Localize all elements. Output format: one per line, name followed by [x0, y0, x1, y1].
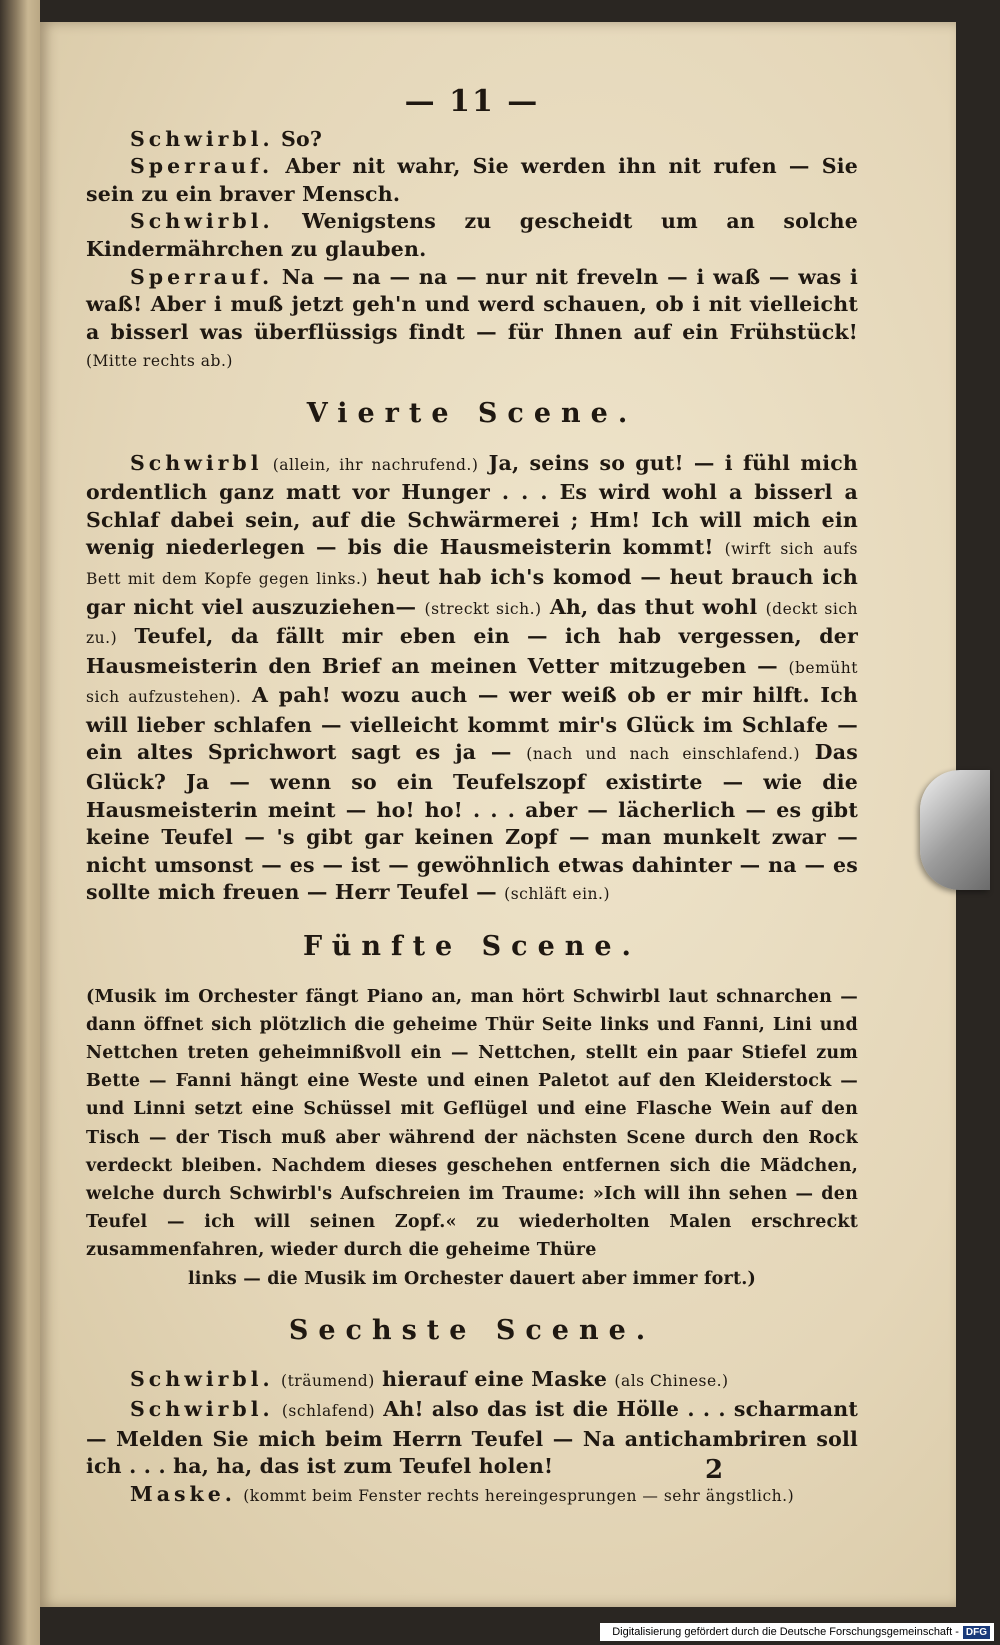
left-page-edge — [0, 0, 40, 1645]
scene-6-line-1: Schwirbl. (träumend) hierauf eine Maske (als Chinese.) — [130, 1367, 729, 1392]
line-1: Schwirbl. So? — [130, 126, 323, 151]
footer-text: Digitalisierung gefördert durch die Deutsche Forschungsgemeinschaft - — [612, 1626, 959, 1638]
page-clip — [920, 770, 990, 890]
footer-credit — [600, 1623, 994, 1641]
scene-6-line-3: Maske. (kommt beim Fenster rechts hereingesprungen — sehr ängstlich.) — [130, 1481, 795, 1506]
scene-5-direction — [86, 983, 858, 1293]
signature-mark: 2 — [705, 1455, 724, 1485]
scene-4-text: Schwirbl (allein, ihr nachrufend.) Ja, seins so gut! — i fühl mich ordentlich ganz matt vor Hunger . . . Es wird wohl a bisserl a Schlaf dabei sein, auf die Schwärmerei ; Hm! Ich will mich ein wenig niederlegen — bis die Hausmeisterin kommt! (wirft sich aufs Bett mit dem Kopfe gegen links.) heut hab ich's komod — heut brauch ich gar nicht viel auszuziehen— (streckt sich.) Ah, das thut wohl (deckt sich zu.) Teufel, da fällt mir eben ein — ich hab vergessen, der Hausmeisterin den Brief an meinen Vetter mitzugeben — (bemüht sich aufzustehen). A pah! wozu auch — wer weiß ob er mir hilft. Ich will lieber schlafen — vielleicht kommt mir's Glück im Schlafe — ein altes Sprichwort sagt es ja — (nach und nach einschlafend.) Das Glück? Ja — wenn so ein Teufelszopf existirte — wie die Hausmeisterin meint — ho! ho! . . . aber — lächerlich — es gibt keine Teufel — 's gibt gar keinen Zopf — man munkelt zwar — nicht umsonst — es — ist — gewöhnlich etwas dahinter — na — es sollte mich freuen — Herr Teufel — (schläft ein.) — [86, 450, 859, 905]
scene-5-last: links — die Musik im Orchester dauert aber immer fort.) — [187, 1268, 757, 1289]
line-3: Schwirbl. Wenigstens zu gescheidt um an solche Kindermährchen zu glauben. — [86, 209, 858, 261]
line-2: Sperrauf. Aber nit wahr, Sie werden ihn nit rufen — Sie sein zu ein braver Mensch. — [86, 154, 859, 206]
page-text — [86, 84, 859, 1510]
page-header: — 11 — — [404, 84, 540, 119]
scene-5-title: Fünfte Scene. — [303, 931, 641, 963]
scene-5-text: (Musik im Orchester fängt Piano an, man hört Schwirbl laut schnarchen — dann öffnet sich plötzlich die geheime Thür Seite links und Fanni, Lini und Nettchen treten geheimnißvoll ein — Nettchen, stellt ein paar Stiefel zum Bette — Fanni hängt eine Weste und einen Paletot auf den Kleiderstock — und Linni setzt eine Schüssel mit Geflügel und eine Flasche Wein auf den Tisch — der Tisch muß aber während der nächsten Scene durch den Rock verdeckt bleiben. Nachdem dieses geschehen entfernen sich die Mädchen, welche durch Schwirbl's Aufschreien im Traume: »Ich will ihn sehen — den Teufel — ich will seinen Zopf.« zu wiederholten Malen erschreckt zusammenfahren, wieder durch die geheime Thüre — [86, 986, 858, 1261]
scene-6-title: Sechste Scene. — [288, 1314, 656, 1346]
scene-6-line-2: Schwirbl. (schlafend) Ah! also das ist die Hölle . . . scharmant — Melden Sie mich beim Herrn Teufel — Na antichambriren soll ich . . . ha, ha, das ist zum Teufel holen! — [86, 1397, 858, 1479]
line-4: Sperrauf. Na — na — na — nur nit freveln — i waß — was i waß! Aber i muß jetzt geh'n und werd schauen, ob i nit vielleicht a bisserl was überflüssigs findt — für Ihnen auf ein Frühstück! (Mitte rechts ab.) — [86, 264, 858, 371]
dfg-logo: DFG — [963, 1626, 990, 1639]
scene-4-title: Vierte Scene. — [306, 397, 638, 429]
